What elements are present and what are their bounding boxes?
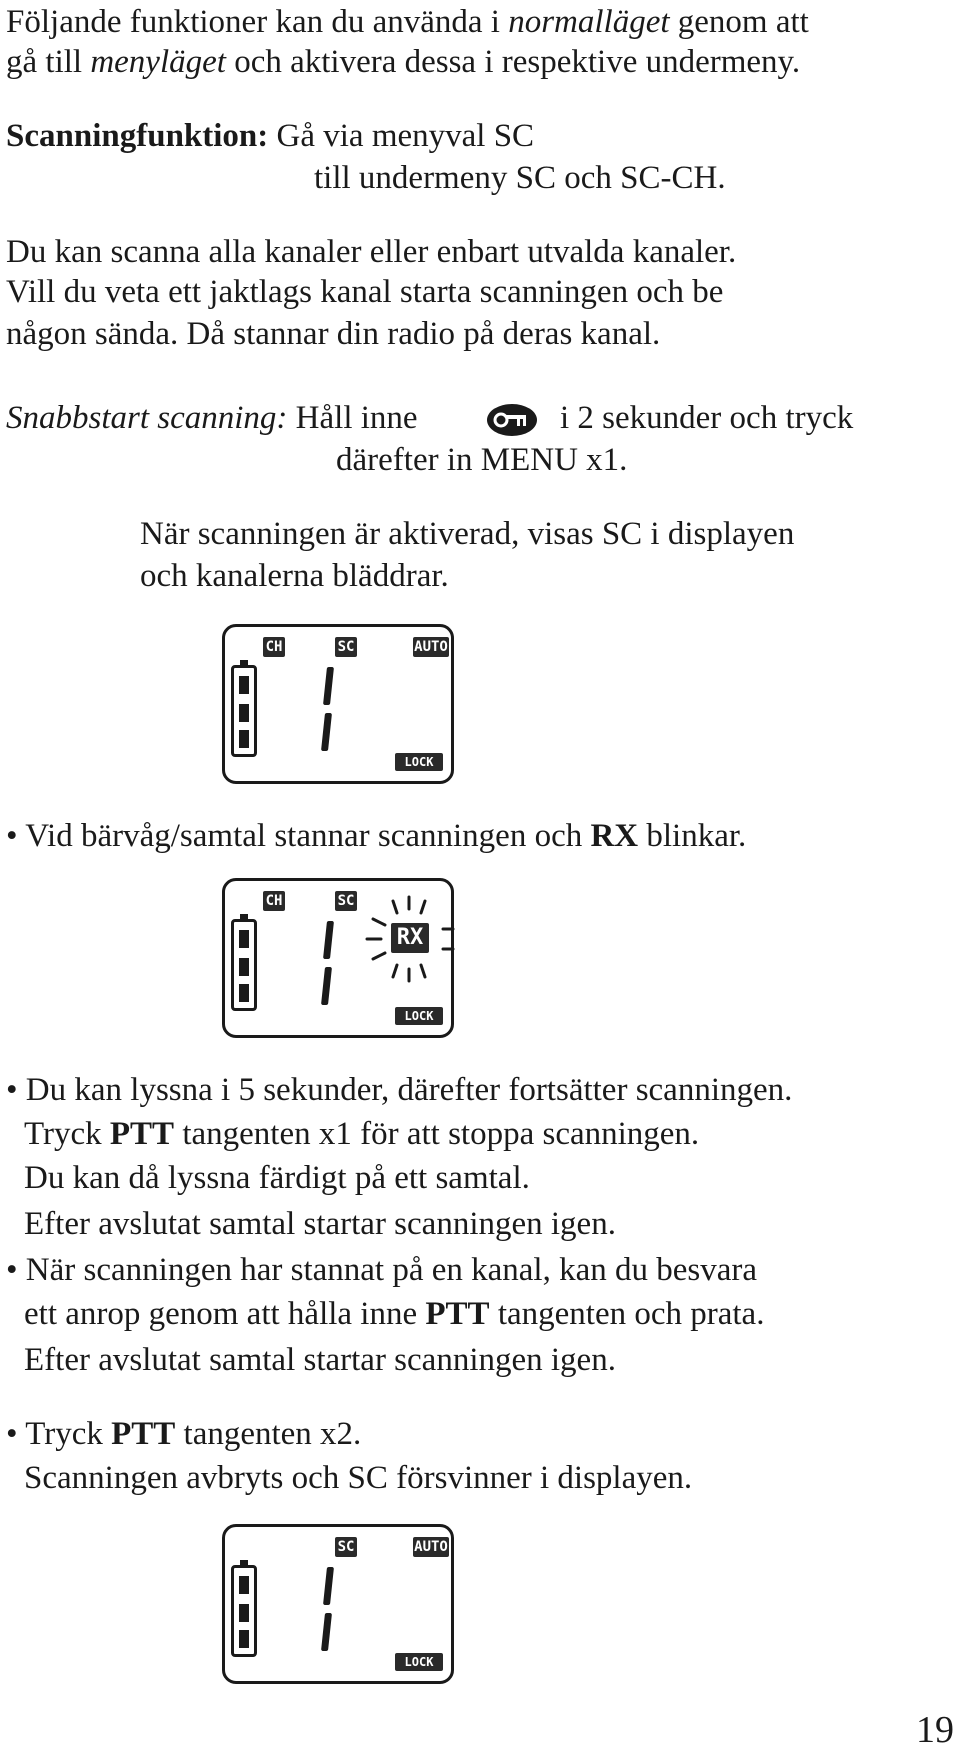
bullet-bold: PTT [111, 1416, 176, 1452]
para-line-1: Du kan scanna alla kanaler eller enbart utvalda kanaler. [6, 234, 737, 270]
bullet-listen-line-2 [24, 1114, 699, 1154]
bullet-text: tangenten x1 för att stoppa scanningen. [174, 1116, 700, 1152]
bullet-rx [6, 816, 746, 856]
bullet-text: • Tryck [6, 1416, 112, 1452]
intro-line-2 [6, 42, 800, 82]
lock-indicator: LOCK [395, 753, 443, 771]
bullet-answer-line-2 [24, 1294, 764, 1334]
digit-segment [321, 967, 332, 1005]
intro-emphasis: menyläget [90, 44, 226, 80]
bullet-listen-line-1: • Du kan lyssna i 5 sekunder, därefter fortsätter scanningen. [6, 1072, 793, 1108]
para-line-2: Vill du veta ett jaktlags kanal starta scanningen och be [6, 274, 724, 310]
active-line-2: och kanalerna bläddrar. [140, 558, 449, 594]
quick-line-2: därefter in MENU x1. [336, 442, 628, 478]
rx-indicator: RX [391, 923, 429, 953]
bullet-text: • Vid bärvåg/samtal stannar scanningen och [6, 818, 591, 854]
scan-heading: Scanningfunktion: [6, 118, 269, 154]
intro-text: gå till [6, 44, 91, 80]
bullet-bold: PTT [109, 1116, 175, 1152]
quick-heading: Snabbstart scanning: [6, 400, 288, 436]
auto-indicator: AUTO [414, 639, 448, 655]
digit-segment [323, 921, 334, 959]
digit-segment [323, 1567, 334, 1605]
lcd-display-stopped [222, 1524, 454, 1684]
bullet-listen-line-4: Efter avslutat samtal startar scanningen igen. [24, 1206, 616, 1242]
bullet-bold: RX [590, 818, 639, 854]
auto-indicator: AUTO [414, 1539, 448, 1555]
sc-indicator: SC [335, 637, 357, 657]
battery-icon [231, 1565, 257, 1657]
digit-segment [321, 713, 332, 751]
bullet-text: tangenten och prata. [489, 1296, 765, 1332]
scan-line-2: till undermeny SC och SC-CH. [314, 160, 726, 196]
intro-text: Följande funktioner kan du använda i [6, 4, 509, 40]
sc-indicator: SC [335, 1537, 357, 1557]
bullet-answer-line-1: • När scanningen har stannat på en kanal, kan du besvara [6, 1252, 758, 1288]
intro-line-1 [6, 2, 809, 42]
intro-emphasis: normalläget [508, 4, 670, 40]
scan-text: Gå via menyval SC [268, 118, 535, 154]
quick-line-1a [6, 398, 418, 438]
para-line-3: någon sända. Då stannar din radio på deras kanal. [6, 316, 661, 352]
scan-line-1 [6, 116, 534, 156]
bullet-text: blinkar. [638, 818, 747, 854]
active-line-1: När scanningen är aktiverad, visas SC i displayen [140, 516, 795, 552]
bullet-stop-line-1 [6, 1414, 361, 1454]
quick-text: Håll inne [287, 400, 418, 436]
bullet-stop-line-2: Scanningen avbryts och SC försvinner i displayen. [24, 1460, 693, 1496]
sc-indicator: SC [335, 891, 357, 911]
lock-indicator: LOCK [395, 1007, 443, 1025]
digit-segment [323, 667, 334, 705]
ch-indicator: CH [263, 891, 285, 911]
lcd-display-scanning [222, 624, 454, 784]
bullet-text: ett anrop genom att hålla inne [24, 1296, 426, 1332]
bullet-text: Tryck [24, 1116, 110, 1152]
battery-icon [231, 919, 257, 1011]
intro-text: genom att [669, 4, 809, 40]
battery-icon [231, 665, 257, 757]
bullet-bold: PTT [425, 1296, 490, 1332]
digit-segment [321, 1613, 332, 1651]
page-number: 19 [916, 1709, 954, 1751]
intro-text: och aktivera dessa i respektive undermeny. [225, 44, 801, 80]
lcd-display-rx [222, 878, 454, 1038]
lock-indicator: LOCK [395, 1653, 443, 1671]
key-icon [486, 403, 538, 437]
bullet-answer-line-3: Efter avslutat samtal startar scanningen igen. [24, 1342, 616, 1378]
ch-indicator: CH [263, 637, 285, 657]
bullet-text: tangenten x2. [175, 1416, 362, 1452]
bullet-listen-line-3: Du kan då lyssna färdigt på ett samtal. [24, 1160, 530, 1196]
quick-line-1b: i 2 sekunder och tryck [560, 400, 854, 436]
